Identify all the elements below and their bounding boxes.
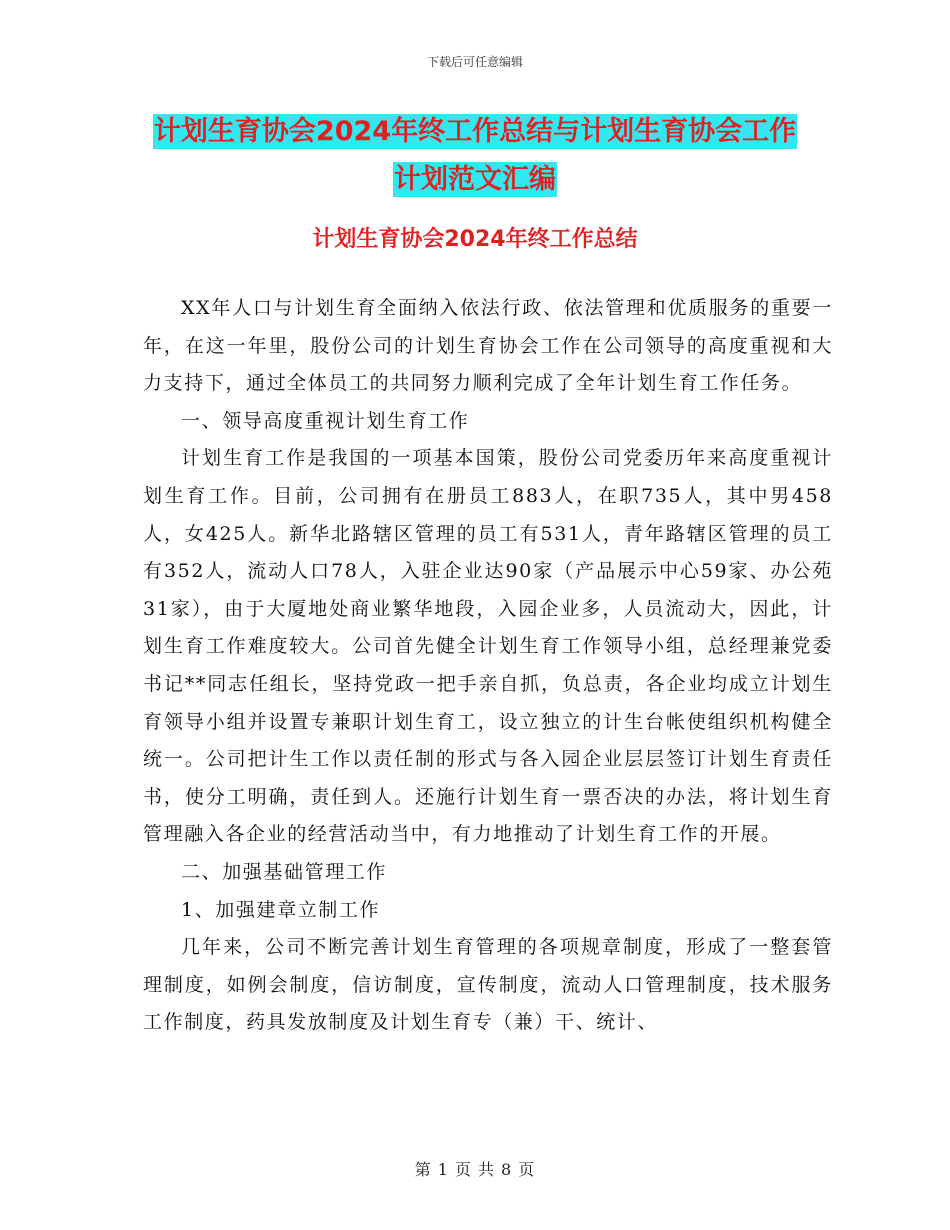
page-number: 1 — [437, 1160, 449, 1179]
heading-section-2: 二、加强基础管理工作 — [181, 860, 388, 883]
document-title — [0, 108, 950, 204]
paragraph-intro: XX年人口与计划生育全面纳入依法行政、依法管理和优质服务的重要一年，在这一年里，股份公司的计划生育协会工作在公司领导的高度重视和大力支持下，通过全体员工的共同努力顺利完成了全年计划生育工作任务。 — [143, 297, 833, 395]
document-title-line-1: 计划生育协会2024年终工作总结与计划生育协会工作 — [153, 116, 797, 147]
heading-section-1: 一、领导高度重视计划生育工作 — [181, 409, 470, 432]
document-title-line-2: 计划范文汇编 — [394, 164, 556, 195]
footer-label-post: 页 — [518, 1160, 536, 1179]
body-text — [143, 290, 833, 1042]
header-note: 下载后可任意编辑 — [426, 55, 523, 69]
paragraph-section-1: 计划生育工作是我国的一项基本国策，股份公司党委历年来高度重视计划生育工作。目前，公司拥有在册员工883人，在职735人，其中男458人，女425人。新华北路辖区管理的员工有531人，青年路辖区管理的员工有352人，流动人口78人，入驻企业达90家（产品展示中心59家、办公苑31家），由于大厦地处商业繁华地段，入园企业多，人员流动大，因此，计划生育工作难度较大。公司首先健全计划生育工作领导小组，总经理兼党委书记**同志任组长，坚持党政一把手亲自抓，负总责，各企业均成立计划生育领导小组并设置专兼职计划生育工，设立独立的计生台帐使组织机构健全统一。公司把计生工作以责任制的形式与各入园企业层层签订计划生育责任书，使分工明确，责任到人。还施行计划生育一票否决的办法，将计划生育管理融入各企业的经营活动当中，有力地推动了计划生育工作的开展。 — [143, 447, 833, 846]
paragraph-subsection-1: 几年来，公司不断完善计划生育管理的各项规章制度，形成了一整套管理制度，如例会制度，信访制度，宣传制度，流动人口管理制度，技术服务工作制度，药具发放制度及计划生育专（兼）干、统计、 — [143, 936, 833, 1034]
page-footer — [0, 1157, 950, 1180]
footer-label-pre: 第 — [414, 1160, 432, 1179]
page-total: 8 — [501, 1160, 513, 1179]
section-title: 计划生育协会2024年终工作总结 — [312, 227, 638, 252]
footer-label-mid: 页 共 — [454, 1160, 496, 1179]
heading-subsection-1: 1、加强建章立制工作 — [181, 898, 381, 921]
